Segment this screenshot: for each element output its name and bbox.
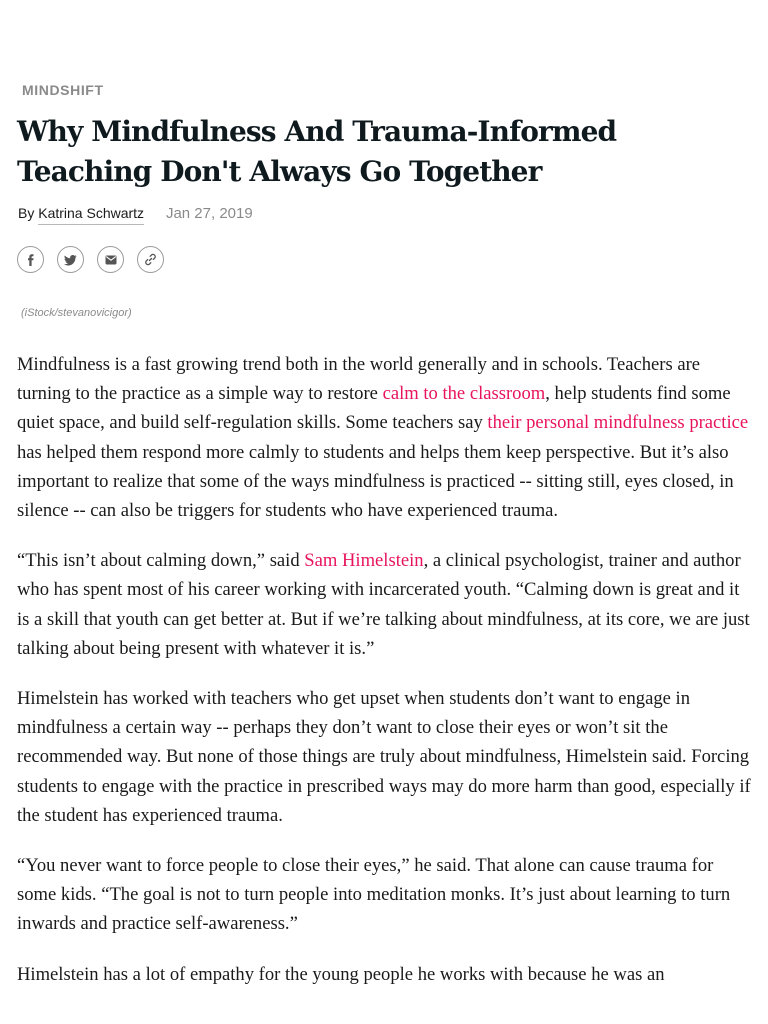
paragraph: “You never want to force people to close their eyes,” he said. That alone can cause trauma for some kids. “The goal is not to turn people into meditation monks. It’s just about learning to turn inwards and practice self-awareness.” bbox=[17, 855, 731, 935]
calm-classroom-link[interactable]: calm to the classroom bbox=[382, 383, 546, 405]
share-bar bbox=[17, 246, 164, 273]
facebook-icon bbox=[25, 254, 37, 266]
image-credit: (iStock/stevanovicigor) bbox=[21, 307, 132, 319]
copy-link-button[interactable] bbox=[137, 246, 164, 273]
email-share-button[interactable] bbox=[97, 246, 124, 273]
section-link[interactable]: MINDSHIFT bbox=[22, 82, 104, 98]
publish-date: Jan 27, 2019 bbox=[165, 205, 253, 222]
paragraph-text: , help students find some quiet space, and build self-regulation skills. Some teachers say bbox=[17, 383, 731, 434]
paragraph-text: “This isn’t about calming down,” said bbox=[17, 550, 305, 572]
paragraph: Himelstein has a lot of empathy for the young people he works with because he was an bbox=[17, 963, 665, 985]
email-icon bbox=[105, 255, 117, 265]
twitter-icon bbox=[64, 254, 77, 266]
sam-himelstein-link[interactable]: Sam Himelstein bbox=[304, 550, 424, 572]
paragraph bbox=[17, 546, 755, 663]
paragraph bbox=[17, 350, 755, 525]
facebook-share-button[interactable] bbox=[17, 246, 44, 273]
article-headline: Why Mindfulness And Trauma-Informed Teaching Don't Always Go Together bbox=[17, 115, 617, 188]
author-link[interactable]: Katrina Schwartz bbox=[38, 205, 144, 225]
byline bbox=[18, 205, 253, 222]
article-body bbox=[17, 350, 755, 1010]
twitter-share-button[interactable] bbox=[57, 246, 84, 273]
mindfulness-practice-link[interactable]: their personal mindfulness practice bbox=[487, 412, 749, 434]
link-icon bbox=[144, 253, 157, 266]
paragraph: Himelstein has worked with teachers who get upset when students don’t want to engage in mindfulness a certain way -- perhaps they don’t want to close their eyes or won’t sit the recommended way. But none of those things are truly about mindfulness, Himelstein said. Forcing students to engage with the practice in prescribed ways may do more harm than good, especially if the student has experienced trauma. bbox=[17, 688, 751, 826]
paragraph-text: has helped them respond more calmly to students and helps them keep perspective. But it’s also important to realize that some of the ways mindfulness is practiced -- sitting still, eyes closed, in silence -- can also be triggers for students who have experienced trauma. bbox=[17, 441, 734, 522]
byline-prefix: By bbox=[18, 205, 35, 221]
paragraph-text: , a clinical psychologist, trainer and author who has spent most of his career working with incarcerated youth. “Calming down is great and it is a skill that youth can get better at. But if we’re talking about mindfulness, at its core, we are just talking about being present with whatever it is.” bbox=[17, 550, 750, 659]
paragraph-text: Mindfulness is a fast growing trend both in the world generally and in schools. Teachers are turning to the practice as a simple way to restore bbox=[17, 354, 701, 405]
